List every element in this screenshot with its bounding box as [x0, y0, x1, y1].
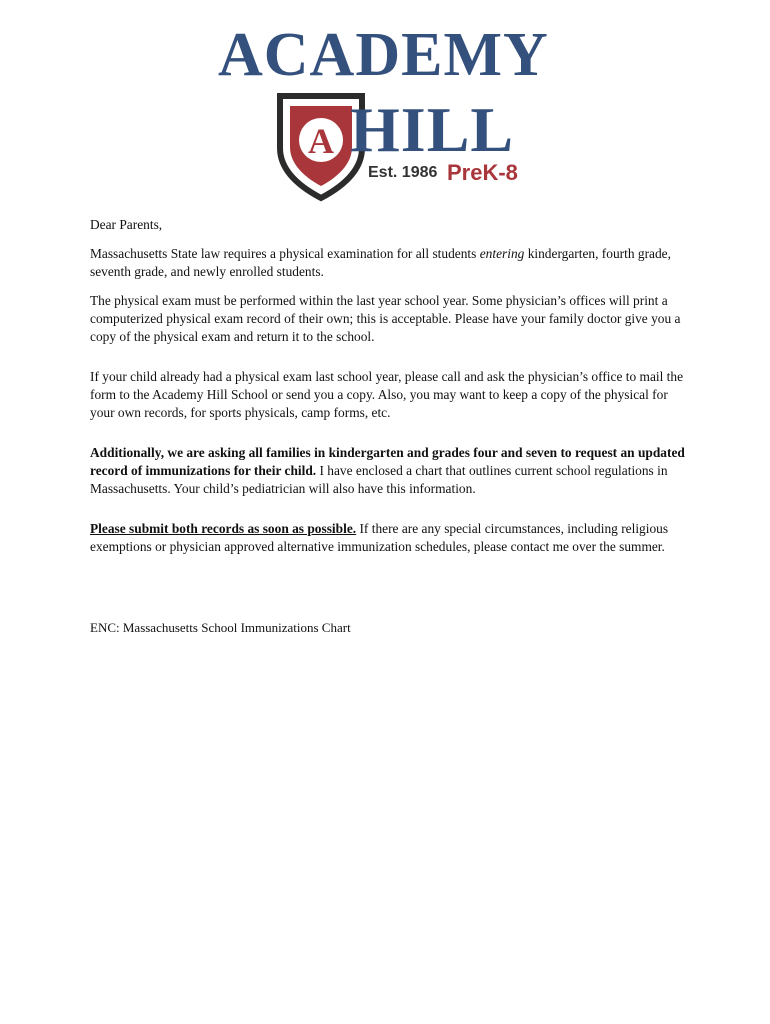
paragraph-1-start: Massachusetts State law requires a physical examination for all students — [90, 246, 480, 261]
school-logo — [210, 18, 560, 198]
logo-grades: PreK-8 — [447, 160, 518, 185]
logo-wordmark-academy: ACADEMY — [218, 21, 549, 89]
paragraph-4-bold: Additionally, we are asking all families in kindergarten and grades four and seven to request an updated record of immunizations for their child. — [90, 445, 685, 478]
logo-wordmark-hill: HILL — [350, 94, 515, 165]
paragraph-5-rest: If there are any special circumstances, including religious exemptions or physician approved alternative immunization schedules, please contact me over the summer. — [90, 521, 669, 554]
greeting: Dear Parents, — [90, 217, 163, 232]
paragraph-1-end: kindergarten, fourth grade, seventh grade, and newly enrolled students. — [90, 246, 671, 279]
paragraph-5 — [90, 520, 690, 556]
paragraph-4 — [90, 444, 690, 498]
paragraph-1-emphasis: entering — [479, 246, 525, 261]
enclosure-note: ENC: Massachusetts School Immunizations Chart — [90, 620, 351, 635]
paragraph-5-underlined: Please submit both records as soon as possible. — [90, 521, 357, 536]
shield-letter: A — [308, 121, 334, 161]
paragraph-1 — [90, 245, 690, 281]
paragraph-3: If your child already had a physical exam last school year, please call and ask the physician’s office to mail the form to the Academy Hill School or send you a copy. Also, you may want to keep a copy of the physical for your own records, for sports physicals, camp forms, etc. — [90, 369, 684, 420]
paragraph-2: The physical exam must be performed within the last year school year. Some physician’s offices will print a computerized physical exam record of their own; this is acceptable. Please have your family doctor give you a copy of the physical exam and return it to the school. — [90, 293, 681, 344]
logo-established: Est. 1986 — [368, 164, 438, 181]
letter-body — [90, 216, 690, 567]
paragraph-4-rest: I have enclosed a chart that outlines current school regulations in Massachusetts. Your child’s pediatrician will also have this information. — [90, 463, 668, 496]
